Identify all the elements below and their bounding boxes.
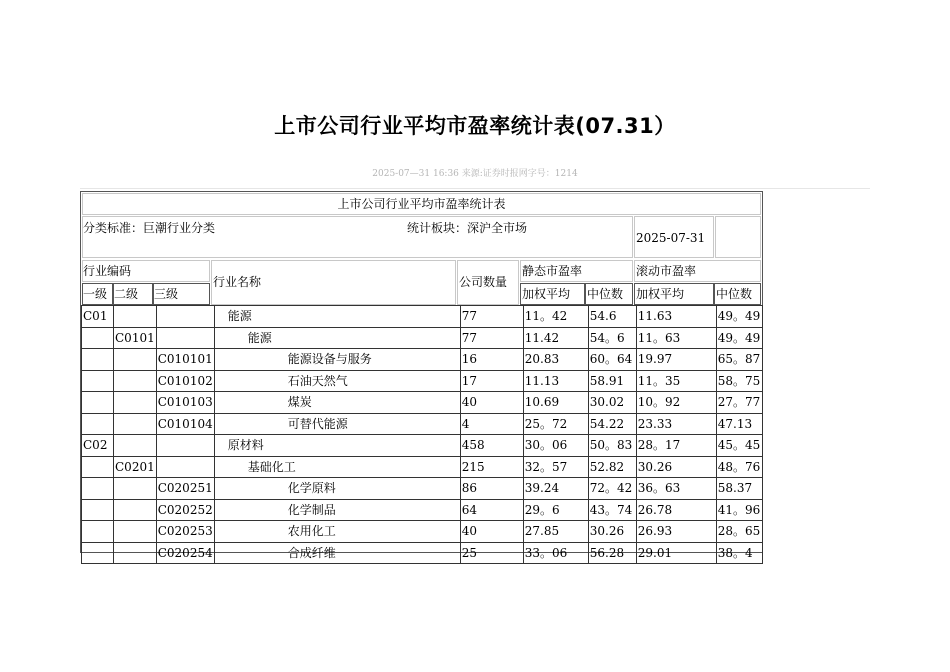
level2-code-cell bbox=[114, 478, 157, 500]
header-static-weighted-avg: 加权平均 bbox=[520, 283, 585, 305]
industry-name-cell: 化学原料 bbox=[214, 478, 460, 500]
statistics-sector: 统计板块：深沪全市场 bbox=[407, 221, 528, 235]
rolling-weighted-avg-cell: 10。92 bbox=[636, 392, 716, 414]
static-median-cell: 56.28 bbox=[588, 542, 636, 564]
level1-code-cell bbox=[82, 413, 114, 435]
static-weighted-avg-cell: 29。6 bbox=[523, 499, 588, 521]
rolling-weighted-avg-cell: 19.97 bbox=[636, 349, 716, 371]
company-count-cell: 40 bbox=[460, 392, 523, 414]
company-count-cell: 77 bbox=[460, 306, 523, 328]
rolling-median-cell: 38。4 bbox=[716, 542, 762, 564]
static-median-cell: 30.02 bbox=[588, 392, 636, 414]
static-median-cell: 43。74 bbox=[588, 499, 636, 521]
company-count-cell: 25 bbox=[460, 542, 523, 564]
header-static-pe: 静态市盈率 bbox=[520, 260, 633, 282]
static-median-cell: 54.6 bbox=[588, 306, 636, 328]
rolling-median-cell: 49。49 bbox=[716, 327, 762, 349]
table-row bbox=[82, 349, 763, 371]
level1-code-cell: C02 bbox=[82, 435, 114, 457]
header-industry-name: 行业名称 bbox=[211, 260, 456, 305]
level2-code-cell bbox=[114, 542, 157, 564]
level3-code-cell: C010104 bbox=[156, 413, 214, 435]
level2-code-cell bbox=[114, 349, 157, 371]
level1-code-cell bbox=[82, 392, 114, 414]
level2-code-cell bbox=[114, 413, 157, 435]
level2-code-cell: C0101 bbox=[114, 327, 157, 349]
rolling-weighted-avg-cell: 36。63 bbox=[636, 478, 716, 500]
rolling-median-cell: 45。45 bbox=[716, 435, 762, 457]
static-median-cell: 50。83 bbox=[588, 435, 636, 457]
header-rolling-pe: 滚动市盈率 bbox=[634, 260, 761, 282]
static-weighted-avg-cell: 11。42 bbox=[523, 306, 588, 328]
table-row bbox=[82, 435, 763, 457]
company-count-cell: 16 bbox=[460, 349, 523, 371]
table-row bbox=[82, 456, 763, 478]
rolling-median-cell: 58.37 bbox=[716, 478, 762, 500]
industry-name-cell: 基础化工 bbox=[214, 456, 460, 478]
industry-name-cell: 煤炭 bbox=[214, 392, 460, 414]
company-count-cell: 77 bbox=[460, 327, 523, 349]
rolling-weighted-avg-cell: 11。35 bbox=[636, 370, 716, 392]
level3-code-cell bbox=[156, 327, 214, 349]
rolling-weighted-avg-cell: 28。17 bbox=[636, 435, 716, 457]
static-weighted-avg-cell: 27.85 bbox=[523, 521, 588, 543]
table-row bbox=[82, 478, 763, 500]
rolling-median-cell: 27。77 bbox=[716, 392, 762, 414]
static-median-cell: 72。42 bbox=[588, 478, 636, 500]
header-static-median: 中位数 bbox=[585, 283, 633, 305]
report-date: 2025-07-31 bbox=[634, 216, 714, 258]
level3-code-cell: C020254 bbox=[156, 542, 214, 564]
level2-code-cell: C0201 bbox=[114, 456, 157, 478]
rolling-median-cell: 49。49 bbox=[716, 306, 762, 328]
level1-code-cell bbox=[82, 542, 114, 564]
industry-name-cell: 合成纤维 bbox=[214, 542, 460, 564]
criteria-cell bbox=[82, 216, 633, 258]
header-level3: 三级 bbox=[153, 283, 210, 305]
level2-code-cell bbox=[114, 392, 157, 414]
header-rolling-median: 中位数 bbox=[714, 283, 761, 305]
static-weighted-avg-cell: 11.13 bbox=[523, 370, 588, 392]
table-row bbox=[82, 413, 763, 435]
rolling-weighted-avg-cell: 30.26 bbox=[636, 456, 716, 478]
company-count-cell: 4 bbox=[460, 413, 523, 435]
rolling-weighted-avg-cell: 11。63 bbox=[636, 327, 716, 349]
divider bbox=[80, 188, 870, 189]
level1-code-cell bbox=[82, 370, 114, 392]
company-count-cell: 86 bbox=[460, 478, 523, 500]
static-median-cell: 54。6 bbox=[588, 327, 636, 349]
rolling-weighted-avg-cell: 11.63 bbox=[636, 306, 716, 328]
level1-code-cell bbox=[82, 521, 114, 543]
industry-name-cell: 能源 bbox=[214, 327, 460, 349]
rolling-median-cell: 58。75 bbox=[716, 370, 762, 392]
company-count-cell: 458 bbox=[460, 435, 523, 457]
static-median-cell: 54.22 bbox=[588, 413, 636, 435]
rolling-median-cell: 47.13 bbox=[716, 413, 762, 435]
level1-code-cell bbox=[82, 327, 114, 349]
static-weighted-avg-cell: 39.24 bbox=[523, 478, 588, 500]
rolling-median-cell: 41。96 bbox=[716, 499, 762, 521]
header-level2: 二级 bbox=[113, 283, 153, 305]
table-row bbox=[82, 306, 763, 328]
company-count-cell: 64 bbox=[460, 499, 523, 521]
header-industry-code: 行业编码 bbox=[82, 260, 210, 282]
level1-code-cell bbox=[82, 478, 114, 500]
classification-standard: 分类标准：巨潮行业分类 bbox=[83, 221, 216, 235]
industry-name-cell: 石油天然气 bbox=[214, 370, 460, 392]
level1-code-cell bbox=[82, 456, 114, 478]
level3-code-cell: C020253 bbox=[156, 521, 214, 543]
pe-ratio-table bbox=[81, 305, 763, 564]
static-weighted-avg-cell: 33。06 bbox=[523, 542, 588, 564]
level2-code-cell bbox=[114, 499, 157, 521]
company-count-cell: 40 bbox=[460, 521, 523, 543]
level3-code-cell bbox=[156, 456, 214, 478]
table-row bbox=[82, 392, 763, 414]
static-weighted-avg-cell: 30。06 bbox=[523, 435, 588, 457]
industry-name-cell: 可替代能源 bbox=[214, 413, 460, 435]
header-company-count: 公司数量 bbox=[457, 260, 519, 305]
static-weighted-avg-cell: 32。57 bbox=[523, 456, 588, 478]
static-weighted-avg-cell: 10.69 bbox=[523, 392, 588, 414]
level3-code-cell bbox=[156, 306, 214, 328]
industry-name-cell: 能源 bbox=[214, 306, 460, 328]
rolling-median-cell: 28。65 bbox=[716, 521, 762, 543]
static-median-cell: 52.82 bbox=[588, 456, 636, 478]
page-title: 上市公司行业平均市盈率统计表(07.31） bbox=[274, 114, 676, 138]
level3-code-cell: C010102 bbox=[156, 370, 214, 392]
header-rolling-weighted-avg: 加权平均 bbox=[634, 283, 714, 305]
table-caption: 上市公司行业平均市盈率统计表 bbox=[82, 193, 761, 215]
static-weighted-avg-cell: 20.83 bbox=[523, 349, 588, 371]
level2-code-cell bbox=[114, 521, 157, 543]
rolling-weighted-avg-cell: 26.78 bbox=[636, 499, 716, 521]
rolling-weighted-avg-cell: 26.93 bbox=[636, 521, 716, 543]
company-count-cell: 215 bbox=[460, 456, 523, 478]
rolling-median-cell: 48。76 bbox=[716, 456, 762, 478]
level1-code-cell: C01 bbox=[82, 306, 114, 328]
level3-code-cell bbox=[156, 435, 214, 457]
rolling-weighted-avg-cell: 29.01 bbox=[636, 542, 716, 564]
level3-code-cell: C010101 bbox=[156, 349, 214, 371]
table-row bbox=[82, 370, 763, 392]
static-weighted-avg-cell: 11.42 bbox=[523, 327, 588, 349]
level3-code-cell: C010103 bbox=[156, 392, 214, 414]
level2-code-cell bbox=[114, 370, 157, 392]
static-weighted-avg-cell: 25。72 bbox=[523, 413, 588, 435]
level3-code-cell: C020252 bbox=[156, 499, 214, 521]
static-median-cell: 60。64 bbox=[588, 349, 636, 371]
static-median-cell: 58.91 bbox=[588, 370, 636, 392]
industry-name-cell: 原材料 bbox=[214, 435, 460, 457]
level3-code-cell: C020251 bbox=[156, 478, 214, 500]
level2-code-cell bbox=[114, 306, 157, 328]
header-level1: 一级 bbox=[82, 283, 113, 305]
static-median-cell: 30.26 bbox=[588, 521, 636, 543]
table-row bbox=[82, 499, 763, 521]
level1-code-cell bbox=[82, 349, 114, 371]
table-row bbox=[82, 521, 763, 543]
table-row bbox=[82, 327, 763, 349]
industry-name-cell: 农用化工 bbox=[214, 521, 460, 543]
industry-name-cell: 能源设备与服务 bbox=[214, 349, 460, 371]
article-meta: 2025-07—31 16:36 来源:证券时报网字号：1214 bbox=[372, 169, 578, 179]
level1-code-cell bbox=[82, 499, 114, 521]
rolling-median-cell: 65。87 bbox=[716, 349, 762, 371]
empty-cell bbox=[715, 216, 761, 258]
industry-name-cell: 化学制品 bbox=[214, 499, 460, 521]
table-row bbox=[82, 542, 763, 564]
rolling-weighted-avg-cell: 23.33 bbox=[636, 413, 716, 435]
level2-code-cell bbox=[114, 435, 157, 457]
company-count-cell: 17 bbox=[460, 370, 523, 392]
